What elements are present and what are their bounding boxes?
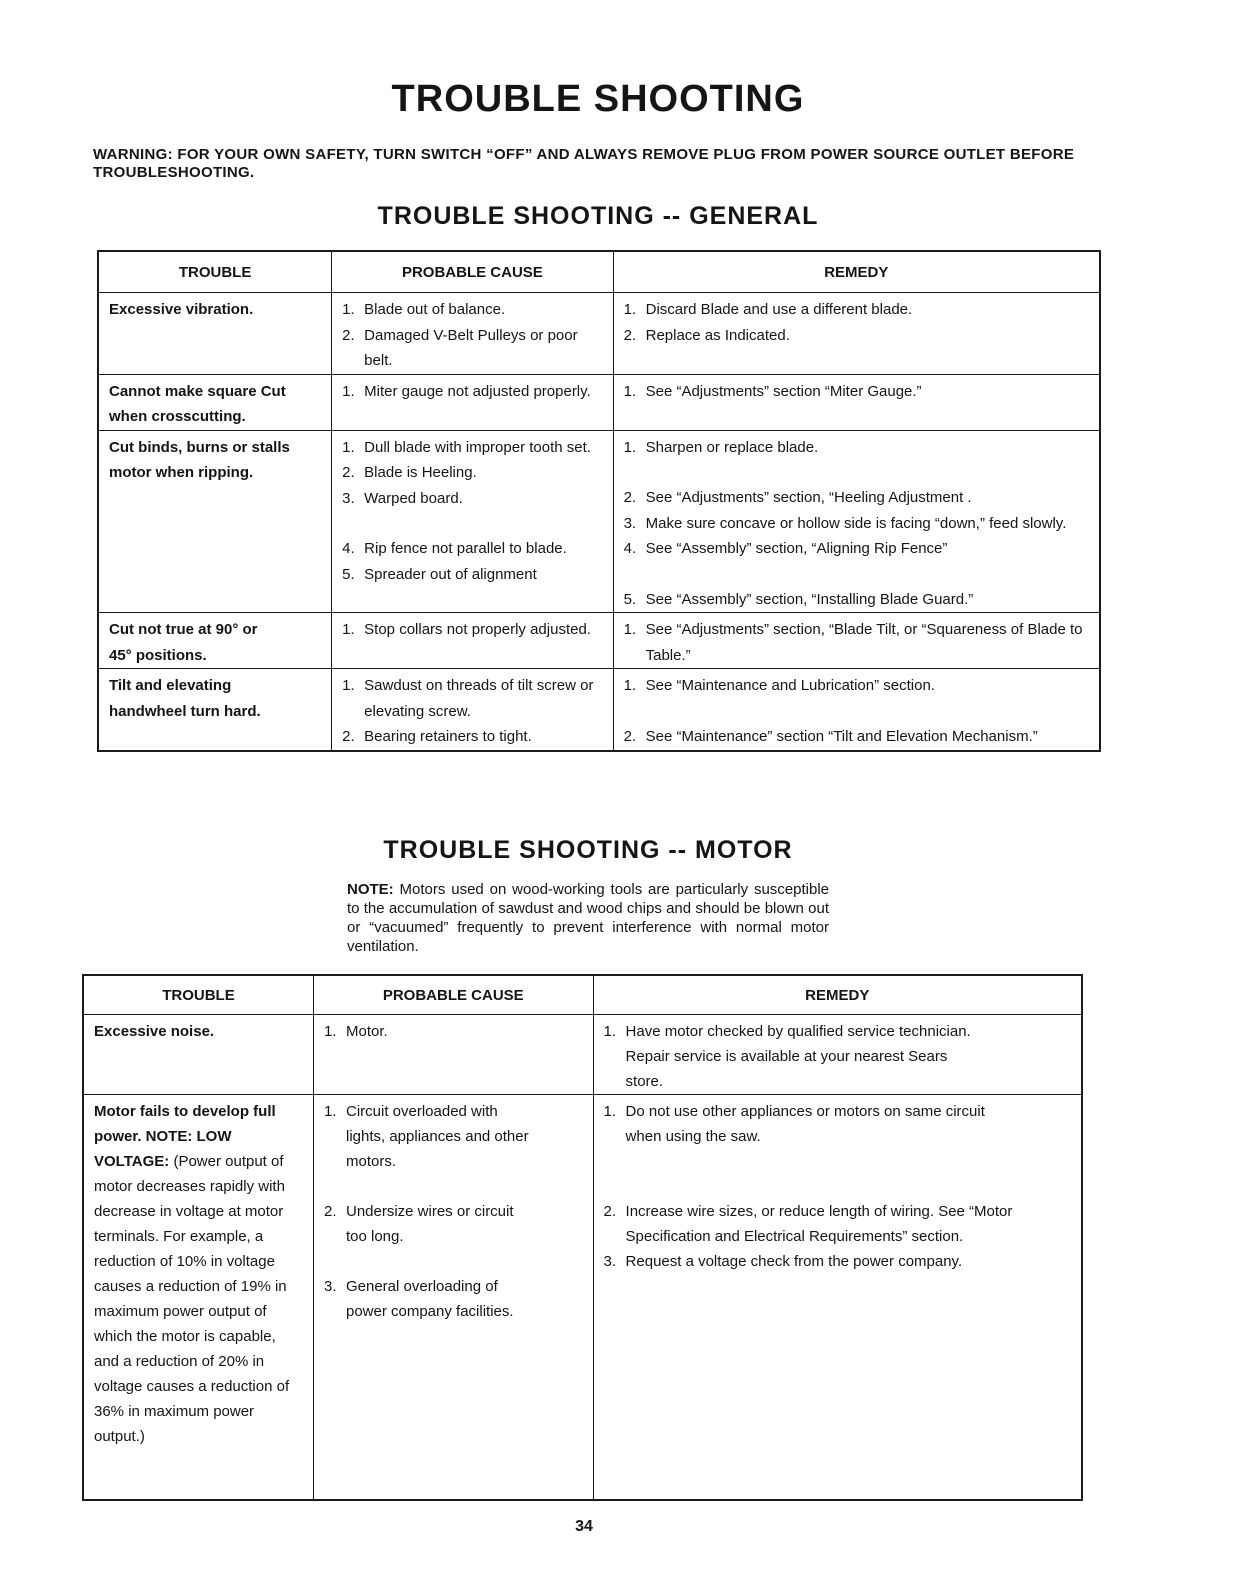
table-row [98, 613, 1100, 669]
list-item: 1. Blade out of balance. [342, 297, 602, 323]
list-item: 1. Miter gauge not adjusted properly. [342, 379, 602, 405]
table-row [98, 430, 1100, 613]
list-item: 5. See “Assembly” section, “Installing Blade Guard.” [624, 587, 1089, 613]
list-item: 2. Blade is Heeling. [342, 460, 602, 486]
remedy-cell [613, 293, 1100, 375]
spacer [342, 511, 602, 536]
general-troubleshooting-table [97, 250, 1101, 752]
remedy-cell [613, 669, 1100, 751]
list-item: 3. Request a voltage check from the power company. [604, 1249, 1021, 1274]
list-item: 2. Increase wire sizes, or reduce length of wiring. See “Motor Specification and Electrical Requirements” section. [604, 1199, 1021, 1249]
note-label: NOTE: [347, 881, 394, 898]
list-number: 4. [623, 540, 637, 557]
list-item: 5. Spreader out of alignment [342, 562, 602, 588]
list-item: 1. Circuit overloaded with lights, appliances and other motors. [324, 1099, 533, 1174]
list-item: 3. General overloading of power company facilities. [324, 1274, 533, 1324]
page-title: TROUBLE SHOOTING [391, 78, 805, 120]
list-item: 1. Stop collars not properly adjusted. [342, 617, 602, 643]
list-number: 2. [623, 727, 637, 745]
cause-cell [332, 293, 613, 375]
list-item: 2. Undersize wires or circuit too long. [324, 1199, 533, 1249]
trouble-detail: (Power output of motor decreases rapidly with decrease in voltage at motor terminals. For example, a reduction of 10% in voltage causes a reduction of 19% in maximum power output of which the motor is capable, and a reduction of 20% in voltage causes a reduction of 36% in maximum power output.) [94, 1153, 290, 1445]
list-item: 1. Discard Blade and use a different blade. [624, 297, 1089, 323]
list-number: 5. [342, 565, 355, 583]
list-item: 4. See “Assembly” section, “Aligning Rip Fence” [624, 536, 1089, 562]
list-item: 2. Bearing retainers to tight. [342, 724, 602, 750]
list-number: 3. [323, 1278, 337, 1295]
motor-heading: TROUBLE SHOOTING -- MOTOR [383, 836, 793, 864]
list-number: 3. [603, 1253, 617, 1270]
cause-cell [313, 1015, 593, 1095]
list-number: 2. [342, 326, 355, 344]
motor-note [347, 880, 829, 956]
trouble-cell [83, 1095, 313, 1501]
trouble-cell: Cut not true at 90° or 45° positions. [98, 613, 332, 669]
list-number: 1. [323, 1023, 337, 1040]
list-number: 2. [623, 489, 637, 506]
list-number: 1. [623, 438, 637, 456]
list-number: 1. [342, 301, 355, 318]
list-number: 2. [323, 1203, 337, 1220]
table-row [83, 1095, 1082, 1501]
list-number: 1. [623, 677, 637, 694]
trouble-cell: Excessive noise. [83, 1015, 313, 1095]
table-row [98, 669, 1100, 751]
cause-cell [332, 613, 613, 669]
trouble-title: Motor fails to develop full power. NOTE: LOW VOLTAGE: [94, 1103, 276, 1170]
list-item: 2. See “Maintenance” section “Tilt and Elevation Mechanism.” [624, 724, 1089, 750]
list-item: 1. Dull blade with improper tooth set. [342, 435, 602, 461]
cause-cell [332, 430, 613, 613]
remedy-cell [613, 374, 1100, 430]
cause-cell [332, 669, 613, 751]
spacer [604, 1174, 1021, 1199]
trouble-column-header: TROUBLE [83, 975, 313, 1015]
list-item: 2. Replace as Indicated. [624, 323, 1089, 349]
spacer [324, 1249, 533, 1274]
list-item: 2. Damaged V-Belt Pulleys or poor belt. [342, 323, 602, 374]
trouble-cell: Cut binds, burns or stalls motor when ripping. [98, 430, 332, 613]
list-item: 1. Sawdust on threads of tilt screw or elevating screw. [342, 673, 602, 724]
list-number: 1. [342, 677, 355, 694]
list-item: 4. Rip fence not parallel to blade. [342, 536, 602, 562]
trouble-cell: Tilt and elevating handwheel turn hard. [98, 669, 332, 751]
remedy-cell [593, 1095, 1082, 1501]
remedy-column-header: REMEDY [613, 251, 1100, 293]
list-number: 2. [342, 728, 355, 745]
list-item: 3. Make sure concave or hollow side is facing “down,” feed slowly. [624, 511, 1089, 537]
table-row [83, 1015, 1082, 1095]
list-item: 1. Sharpen or replace blade. [624, 435, 1089, 461]
general-heading: TROUBLE SHOOTING -- GENERAL [377, 202, 819, 230]
list-item: 2. See “Adjustments” section, “Heeling Adjustment . [624, 485, 1089, 511]
list-item: 1. Motor. [324, 1019, 583, 1044]
trouble-cell: Cannot make square Cut when crosscutting. [98, 374, 332, 430]
cause-column-header: PROBABLE CAUSE [313, 975, 593, 1015]
list-number: 1. [323, 1103, 337, 1120]
cause-column-header: PROBABLE CAUSE [332, 251, 613, 293]
table-row [98, 374, 1100, 430]
trouble-column-header: TROUBLE [98, 251, 332, 293]
spacer [604, 1149, 1021, 1174]
list-number: 2. [342, 464, 355, 481]
list-number: 1. [603, 1103, 617, 1120]
cause-cell [332, 374, 613, 430]
spacer [624, 699, 1089, 724]
list-number: 2. [623, 326, 637, 344]
list-number: 1. [342, 438, 355, 456]
list-number: 1. [342, 382, 355, 400]
list-number: 5. [623, 590, 637, 608]
table-header-row [83, 975, 1082, 1015]
list-number: 1. [342, 621, 355, 638]
list-number: 1. [603, 1023, 617, 1040]
remedy-column-header: REMEDY [593, 975, 1082, 1015]
list-item: 3. Warped board. [342, 486, 602, 512]
spacer [624, 460, 1089, 485]
table-row [98, 293, 1100, 375]
trouble-cell: Excessive vibration. [98, 293, 332, 375]
list-number: 1. [623, 621, 637, 638]
list-item: 1. See “Maintenance and Lubrication” section. [624, 673, 1089, 699]
note-text: Motors used on wood-working tools are particularly susceptible to the accumulation of sawdust and wood chips and should be blown out or “vacuumed” frequently to prevent interference with normal motor ventilation. [347, 881, 830, 955]
list-number: 3. [342, 489, 355, 507]
list-item: 1. See “Adjustments” section, “Blade Tilt, or “Squareness of Blade to Table.” [624, 617, 1089, 668]
remedy-cell [613, 613, 1100, 669]
list-number: 2. [603, 1203, 617, 1220]
safety-warning: WARNING: FOR YOUR OWN SAFETY, TURN SWITCH “OFF” AND ALWAYS REMOVE PLUG FROM POWER SOURCE OUTLET BEFORE TROUBLESHOOTING. [93, 146, 1075, 181]
table-header-row [98, 251, 1100, 293]
cause-cell [313, 1095, 593, 1501]
page-number: 34 [575, 1518, 593, 1535]
spacer [624, 562, 1089, 587]
list-number: 1. [623, 301, 637, 318]
remedy-cell [593, 1015, 1082, 1095]
remedy-cell [613, 430, 1100, 613]
motor-troubleshooting-table [82, 974, 1083, 1501]
list-number: 1. [623, 382, 637, 400]
list-item: 1. Have motor checked by qualified service technician. Repair service is available at your nearest Sears store. [604, 1019, 971, 1094]
list-number: 3. [623, 514, 637, 532]
list-number: 4. [342, 540, 355, 557]
list-item: 1. See “Adjustments” section “Miter Gauge.” [624, 379, 1089, 405]
list-item: 1. Do not use other appliances or motors on same circuit when using the saw. [604, 1099, 1021, 1149]
spacer [324, 1174, 533, 1199]
